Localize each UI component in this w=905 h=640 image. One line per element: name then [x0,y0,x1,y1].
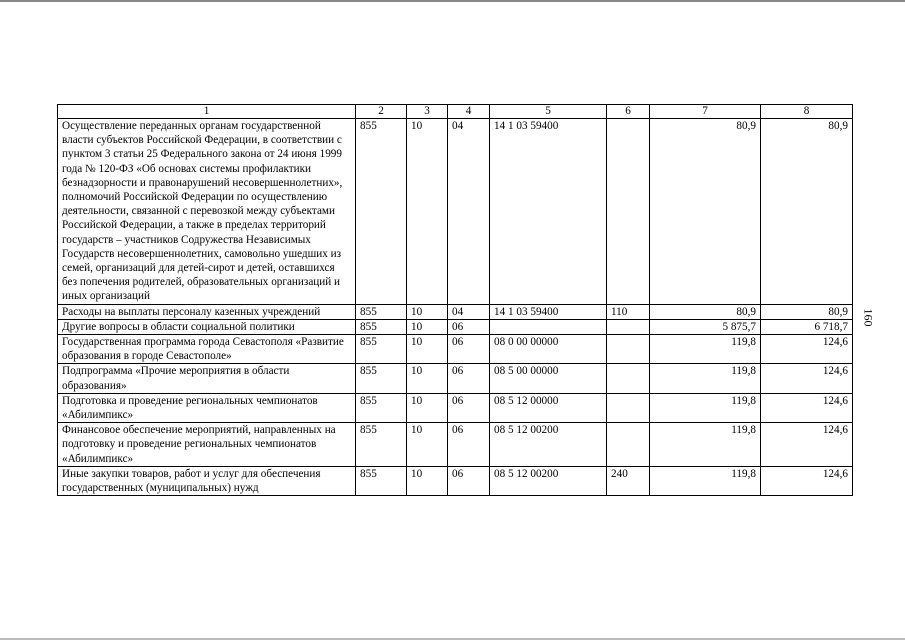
table-row [58,423,853,467]
table-row [58,364,853,393]
header-cell: 1 [58,105,356,119]
row-target-code: 14 1 03 59400 [490,304,607,319]
row-target-code: 08 5 12 00200 [490,423,607,467]
table-row [58,119,853,305]
row-target-code: 08 5 12 00200 [490,466,607,495]
row-name: Финансовое обеспечение мероприятий, направленных на подготовку и проведение региональных чемпионатов «Абилимпикс» [58,423,356,467]
header-row [58,105,853,119]
table-row [58,335,853,364]
row-ministry-code: 855 [356,304,407,319]
row-amount-1: 80,9 [650,304,761,319]
row-amount-1: 119,8 [650,393,761,422]
row-subsection-code: 04 [448,304,490,319]
header-cell: 6 [607,105,650,119]
table-row [58,466,853,495]
row-ministry-code: 855 [356,393,407,422]
row-name: Расходы на выплаты персоналу казенных учреждений [58,304,356,319]
row-name: Другие вопросы в области социальной политики [58,319,356,334]
header-cell: 5 [490,105,607,119]
row-expense-type [607,364,650,393]
row-subsection-code: 06 [448,423,490,467]
row-section-code: 10 [407,423,448,467]
table-row [58,319,853,334]
row-target-code: 08 0 00 00000 [490,335,607,364]
row-ministry-code: 855 [356,364,407,393]
row-ministry-code: 855 [356,335,407,364]
row-target-code [490,319,607,334]
row-expense-type: 110 [607,304,650,319]
row-subsection-code: 04 [448,119,490,305]
row-expense-type [607,393,650,422]
header-cell: 2 [356,105,407,119]
header-cell: 8 [761,105,853,119]
row-expense-type [607,119,650,305]
row-amount-1: 119,8 [650,466,761,495]
row-section-code: 10 [407,364,448,393]
table-row [58,393,853,422]
scan-edge-top [0,0,905,2]
row-amount-2: 124,6 [761,393,853,422]
row-expense-type [607,335,650,364]
row-section-code: 10 [407,119,448,305]
row-amount-1: 119,8 [650,335,761,364]
row-name: Иные закупки товаров, работ и услуг для обеспечения государственных (муниципальных) нужд [58,466,356,495]
header-cell: 7 [650,105,761,119]
row-name: Государственная программа города Севастополя «Развитие образования в городе Севастополе» [58,335,356,364]
row-target-code: 08 5 00 00000 [490,364,607,393]
row-subsection-code: 06 [448,393,490,422]
row-subsection-code: 06 [448,319,490,334]
row-amount-2: 6 718,7 [761,319,853,334]
row-amount-2: 124,6 [761,466,853,495]
row-ministry-code: 855 [356,319,407,334]
page-number: 160 [861,308,876,327]
row-expense-type [607,319,650,334]
row-subsection-code: 06 [448,335,490,364]
row-target-code: 08 5 12 00000 [490,393,607,422]
row-ministry-code: 855 [356,423,407,467]
row-section-code: 10 [407,335,448,364]
header-cell: 4 [448,105,490,119]
row-ministry-code: 855 [356,119,407,305]
row-target-code: 14 1 03 59400 [490,119,607,305]
header-cell: 3 [407,105,448,119]
budget-table [57,104,853,496]
row-amount-2: 124,6 [761,364,853,393]
row-subsection-code: 06 [448,466,490,495]
row-amount-2: 80,9 [761,304,853,319]
row-amount-1: 5 875,7 [650,319,761,334]
table-row [58,304,853,319]
row-name: Подпрограмма «Прочие мероприятия в области образования» [58,364,356,393]
row-amount-2: 80,9 [761,119,853,305]
row-ministry-code: 855 [356,466,407,495]
row-name: Осуществление переданных органам государственной власти субъектов Российской Федерации, в соответствии с пунктом 3 статьи 25 Федерального закона от 24 июня 1999 года № 120-ФЗ «Об основах системы профилактики безнадзорности и правонарушений несовершеннолетних», полномочий Российской Федерации по осуществлению деятельности, связанной с перевозкой между субъектами Российской Федерации, а также в пределах территорий государств – участников Содружества Независимых Государств несовершеннолетних, самовольно ушедших из семей, организаций для детей-сирот и детей, оставшихся без попечения родителей, образовательных организаций и иных организаций [58,119,356,305]
row-amount-2: 124,6 [761,423,853,467]
row-amount-1: 119,8 [650,423,761,467]
row-expense-type: 240 [607,466,650,495]
row-section-code: 10 [407,319,448,334]
row-section-code: 10 [407,304,448,319]
row-amount-1: 119,8 [650,364,761,393]
row-subsection-code: 06 [448,364,490,393]
row-name: Подготовка и проведение региональных чемпионатов «Абилимпикс» [58,393,356,422]
row-expense-type [607,423,650,467]
row-section-code: 10 [407,393,448,422]
row-section-code: 10 [407,466,448,495]
row-amount-2: 124,6 [761,335,853,364]
row-amount-1: 80,9 [650,119,761,305]
